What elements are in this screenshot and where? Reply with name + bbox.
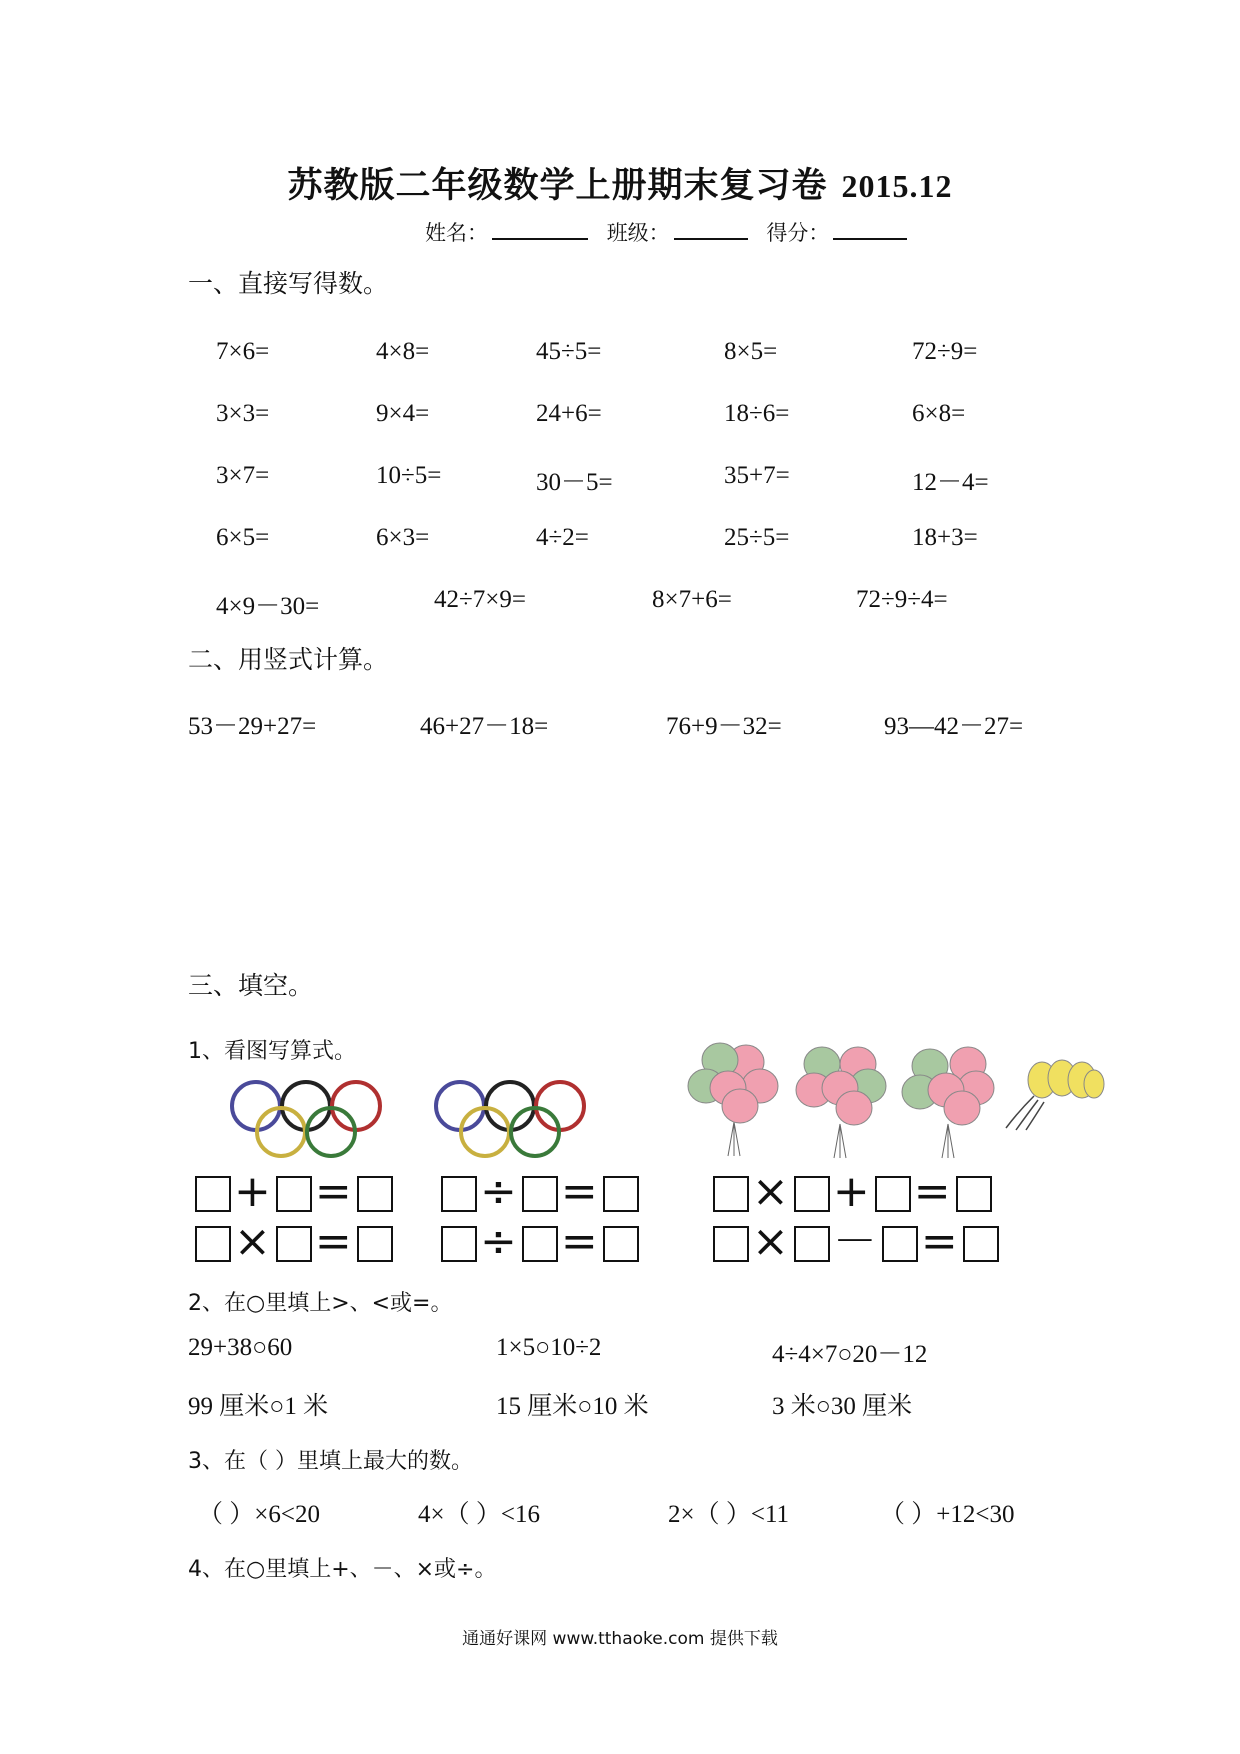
section3-heading: 三、填空。: [188, 971, 314, 1000]
problem: 8×7+6=: [652, 586, 732, 613]
problem: 25÷5=: [724, 524, 790, 551]
max-number-problem: 4×（ ）<16: [418, 1501, 540, 1528]
box-equation: [192, 1166, 396, 1217]
compare-problem: 29+38○60: [188, 1334, 293, 1361]
problem: 18÷6=: [724, 400, 790, 427]
problem: 4÷2=: [536, 524, 589, 551]
compare-problem: 1×5○10÷2: [496, 1334, 602, 1361]
operator: =: [913, 1166, 953, 1217]
score-blank[interactable]: [833, 220, 907, 240]
problem: 7×6=: [216, 338, 270, 365]
answer-box[interactable]: [963, 1226, 999, 1262]
box-equation: [438, 1216, 642, 1267]
page-title: [0, 158, 1240, 208]
operator: +: [234, 1166, 273, 1217]
vertical-calc-problem: 93—42－27=: [884, 713, 1024, 740]
problem: 8×5=: [724, 338, 778, 365]
vertical-calc-problem: 76+9－32=: [666, 713, 782, 740]
title-year: 2015.12: [841, 168, 953, 204]
vertical-calc-problem: 46+27－18=: [420, 713, 549, 740]
answer-box[interactable]: [276, 1226, 312, 1262]
operator: ×: [752, 1216, 791, 1267]
box-equation: [438, 1166, 642, 1217]
student-info-line: [425, 217, 919, 247]
problem: 10÷5=: [376, 462, 442, 489]
compare-problem: 15 厘米○10 米: [496, 1393, 649, 1420]
problem: 6×8=: [912, 400, 966, 427]
problem: 24+6=: [536, 400, 602, 427]
operator: ÷: [480, 1166, 519, 1217]
class-blank[interactable]: [674, 220, 748, 240]
page-footer: 通通好课网 www.tthaoke.com 提供下载: [462, 1629, 778, 1649]
answer-box[interactable]: [875, 1176, 911, 1212]
operator: +: [832, 1166, 872, 1217]
box-equation: [192, 1216, 396, 1267]
max-number-problem: 2×（ ）<11: [668, 1501, 790, 1528]
problem: 6×3=: [376, 524, 430, 551]
problem: 9×4=: [376, 400, 430, 427]
problem: 4×9－30=: [216, 593, 320, 620]
balloon-bunch-icon: [792, 1042, 892, 1162]
problem: 42÷7×9=: [434, 586, 526, 613]
box-equation: [710, 1216, 1002, 1267]
answer-box[interactable]: [276, 1176, 312, 1212]
answer-box[interactable]: [441, 1226, 477, 1262]
problem: 72÷9÷4=: [856, 586, 948, 613]
compare-problem: 99 厘米○1 米: [188, 1393, 329, 1420]
problem: 72÷9=: [912, 338, 978, 365]
operator: =: [314, 1166, 354, 1217]
answer-box[interactable]: [357, 1226, 393, 1262]
answer-box[interactable]: [956, 1176, 992, 1212]
operator: =: [560, 1216, 600, 1267]
section1-heading: 一、直接写得数。: [188, 269, 389, 298]
problem: 30－5=: [536, 469, 613, 496]
problem: 35+7=: [724, 462, 790, 489]
section2-heading: 二、用竖式计算。: [188, 645, 389, 674]
compare-problem: 3 米○30 厘米: [772, 1393, 913, 1420]
operator: ÷: [480, 1216, 519, 1267]
vertical-calc-problem: 53－29+27=: [188, 713, 317, 740]
balloon-bunch-icon: [684, 1040, 784, 1160]
name-blank[interactable]: [492, 220, 588, 240]
max-number-problem: （ ）+12<30: [880, 1501, 1015, 1528]
compare-problem: 4÷4×7○20－12: [772, 1341, 928, 1368]
box-equation: [710, 1166, 995, 1217]
olympic-rings-icon: [228, 1076, 388, 1164]
answer-box[interactable]: [713, 1176, 749, 1212]
problem: 45÷5=: [536, 338, 602, 365]
answer-box[interactable]: [794, 1226, 830, 1262]
problem: 18+3=: [912, 524, 978, 551]
operator: ×: [752, 1166, 791, 1217]
answer-box[interactable]: [603, 1176, 639, 1212]
problem: 3×3=: [216, 400, 270, 427]
answer-box[interactable]: [713, 1226, 749, 1262]
answer-box[interactable]: [522, 1176, 558, 1212]
problem: 4×8=: [376, 338, 430, 365]
operator: ×: [234, 1216, 273, 1267]
flying-balloons-icon: [1004, 1056, 1108, 1132]
operator: －: [832, 1216, 879, 1267]
answer-box[interactable]: [195, 1226, 231, 1262]
q4-label: 4、在○里填上+、－、×或÷。: [188, 1557, 497, 1582]
answer-box[interactable]: [603, 1226, 639, 1262]
q2-label: 2、在○里填上>、<或=。: [188, 1291, 453, 1316]
operator: =: [920, 1216, 960, 1267]
answer-box[interactable]: [794, 1176, 830, 1212]
problem: 6×5=: [216, 524, 270, 551]
q3-label: 3、在（ ）里填上最大的数。: [188, 1449, 473, 1474]
max-number-problem: （ ）×6<20: [198, 1501, 320, 1528]
olympic-rings-icon: [432, 1076, 592, 1164]
answer-box[interactable]: [195, 1176, 231, 1212]
name-label: 姓名：: [425, 221, 488, 245]
class-label: 班级：: [606, 221, 670, 245]
answer-box[interactable]: [882, 1226, 918, 1262]
title-text: 苏教版二年级数学上册期末复习卷: [287, 166, 828, 206]
operator: =: [314, 1216, 354, 1267]
problem: 3×7=: [216, 462, 270, 489]
operator: =: [560, 1166, 600, 1217]
answer-box[interactable]: [357, 1176, 393, 1212]
answer-box[interactable]: [522, 1226, 558, 1262]
score-label: 得分：: [766, 221, 830, 245]
answer-box[interactable]: [441, 1176, 477, 1212]
balloon-bunch-icon: [900, 1042, 1000, 1162]
problem: 12－4=: [912, 469, 989, 496]
q1-label: 1、看图写算式。: [188, 1039, 356, 1064]
